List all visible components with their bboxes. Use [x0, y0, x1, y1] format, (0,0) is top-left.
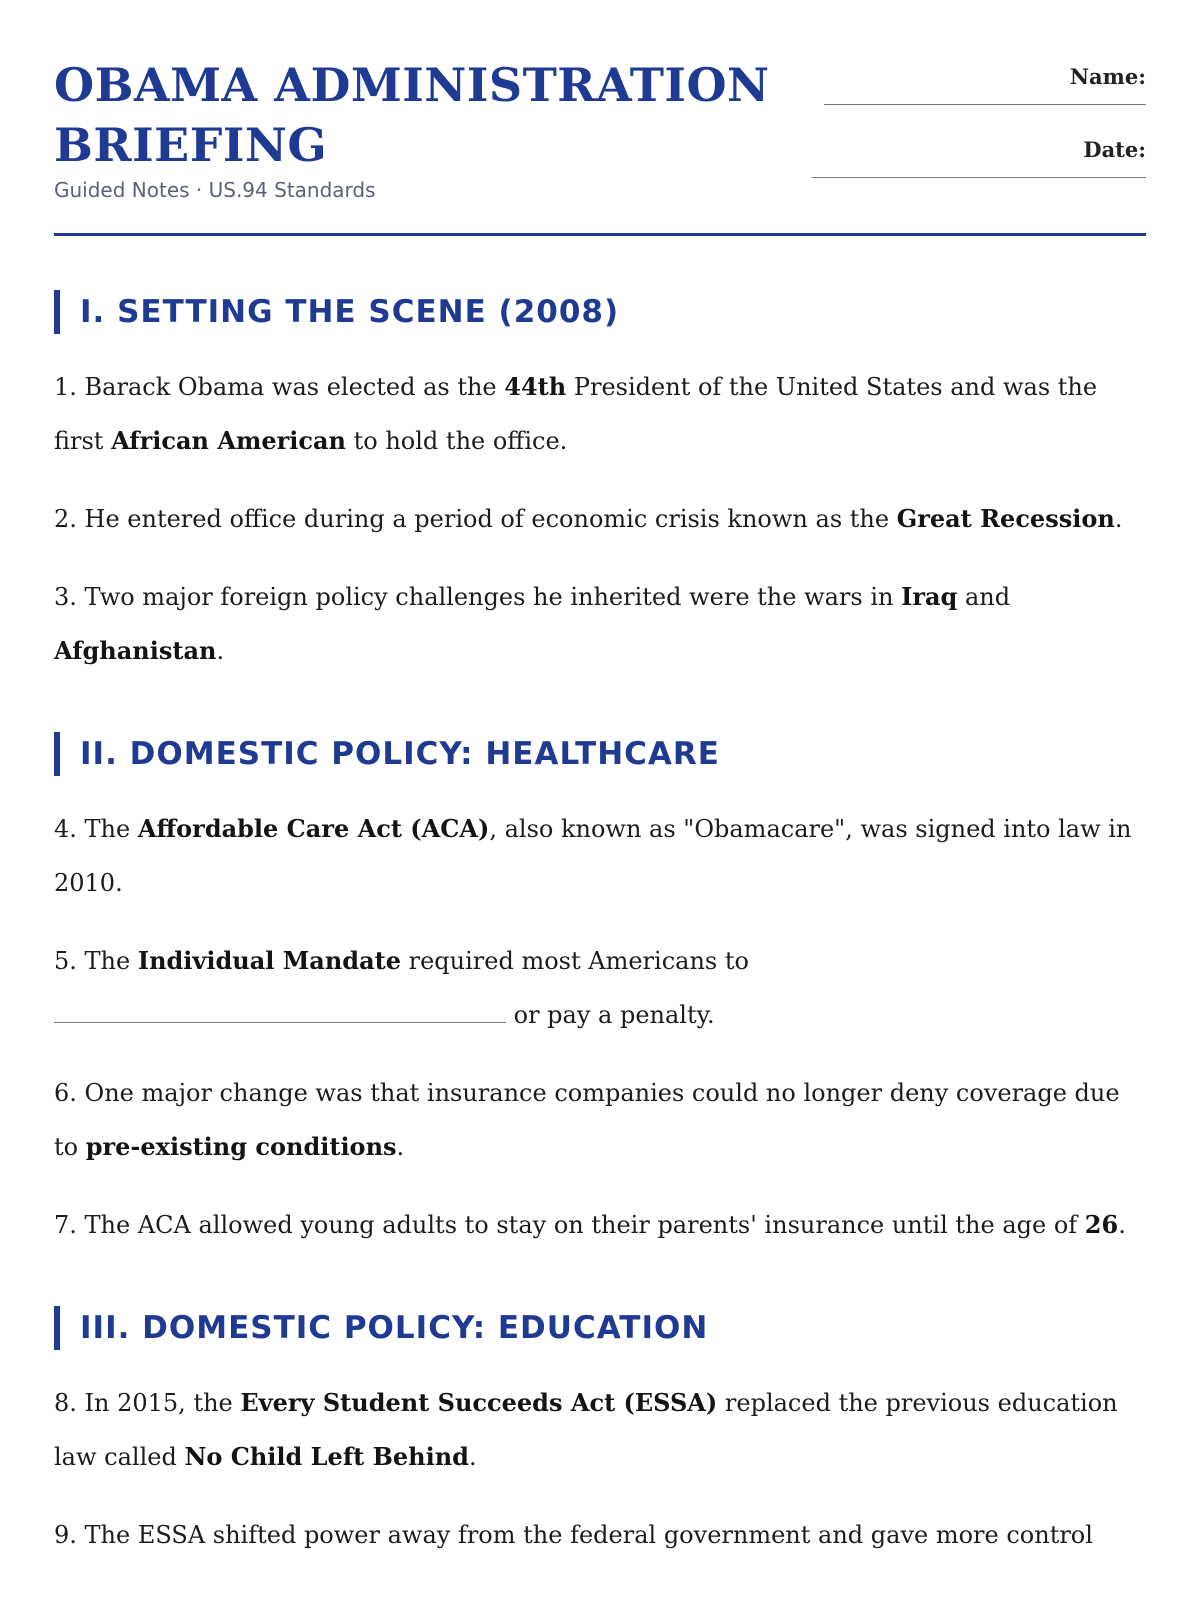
question-text: The ACA allowed young adults to stay on their parents' insurance until the age of	[76, 1211, 1085, 1239]
question-number: 4.	[54, 815, 77, 843]
question-number: 8.	[54, 1389, 77, 1417]
question-text: The ESSA shifted power away from the federal government and gave more control	[76, 1521, 1093, 1549]
question-7	[54, 1198, 1146, 1252]
question-6	[54, 1066, 1146, 1174]
answer-term: Great Recession	[896, 504, 1115, 533]
question-text: He entered office during a period of economic crisis known as the	[76, 505, 897, 533]
answer-term: African American	[111, 426, 346, 455]
question-text: .	[1118, 1211, 1126, 1239]
question-text: .	[396, 1133, 405, 1161]
question-4	[54, 802, 1146, 910]
question-text: required most Americans to	[401, 947, 749, 975]
section-heading-education: III. DOMESTIC POLICY: EDUCATION	[54, 1304, 1146, 1352]
question-text: and	[957, 583, 1011, 611]
answer-term: Afghanistan	[54, 636, 217, 665]
date-blank-line[interactable]	[812, 163, 1146, 178]
answer-term: Iraq	[901, 582, 958, 611]
question-text: In 2015, the	[76, 1389, 241, 1417]
question-number: 6.	[54, 1079, 77, 1107]
question-text: .	[468, 1443, 477, 1471]
name-field[interactable]	[824, 64, 1146, 105]
question-5	[54, 934, 1146, 1042]
answer-term: No Child Left Behind	[184, 1442, 469, 1471]
answer-term: Affordable Care Act (ACA)	[137, 814, 490, 843]
question-1	[54, 360, 1146, 468]
question-text: The	[76, 815, 138, 843]
question-number: 2.	[54, 505, 77, 533]
question-text: .	[1114, 505, 1123, 533]
question-text: One major change was that insurance companies could no longer deny coverage due to	[54, 1079, 1120, 1161]
question-text: President of the United States and was the first	[54, 373, 1098, 455]
answer-blank-line[interactable]	[54, 1000, 506, 1023]
name-label: Name:	[1069, 64, 1146, 89]
question-number: 5.	[54, 947, 77, 975]
question-text: replaced the previous education law called	[54, 1389, 1118, 1471]
question-text: Two major foreign policy challenges he inherited were the wars in	[76, 583, 902, 611]
question-9	[54, 1508, 1146, 1562]
question-text: to hold the office.	[346, 427, 568, 455]
question-3	[54, 570, 1146, 678]
question-text: or pay a penalty.	[506, 1001, 715, 1029]
question-text: .	[216, 637, 225, 665]
question-2	[54, 492, 1146, 546]
date-field[interactable]	[812, 137, 1146, 178]
answer-term: 44th	[504, 372, 567, 401]
question-text: , also known as "Obamacare", was signed into law in 2010.	[54, 815, 1132, 897]
answer-term: Individual Mandate	[137, 946, 401, 975]
answer-term: 26	[1084, 1210, 1119, 1239]
title-line-1: OBAMA ADMINISTRATION	[54, 58, 770, 112]
page-subtitle: Guided Notes · US.94 Standards	[54, 178, 376, 202]
question-number: 9.	[54, 1521, 77, 1549]
section-heading-scene: I. SETTING THE SCENE (2008)	[54, 288, 1146, 336]
date-label: Date:	[1083, 137, 1146, 162]
question-text: Barack Obama was elected as the	[76, 373, 505, 401]
answer-term: pre-existing conditions	[85, 1132, 397, 1161]
question-8	[54, 1376, 1146, 1484]
answer-term: Every Student Succeeds Act (ESSA)	[240, 1388, 718, 1417]
question-text: The	[76, 947, 138, 975]
question-number: 1.	[54, 373, 77, 401]
question-number: 3.	[54, 583, 77, 611]
worksheet-header	[54, 0, 1146, 236]
name-blank-line[interactable]	[824, 90, 1146, 105]
title-line-2: BRIEFING	[54, 118, 328, 172]
page-title	[54, 55, 774, 175]
section-heading-healthcare: II. DOMESTIC POLICY: HEALTHCARE	[54, 730, 1146, 778]
question-number: 7.	[54, 1211, 77, 1239]
